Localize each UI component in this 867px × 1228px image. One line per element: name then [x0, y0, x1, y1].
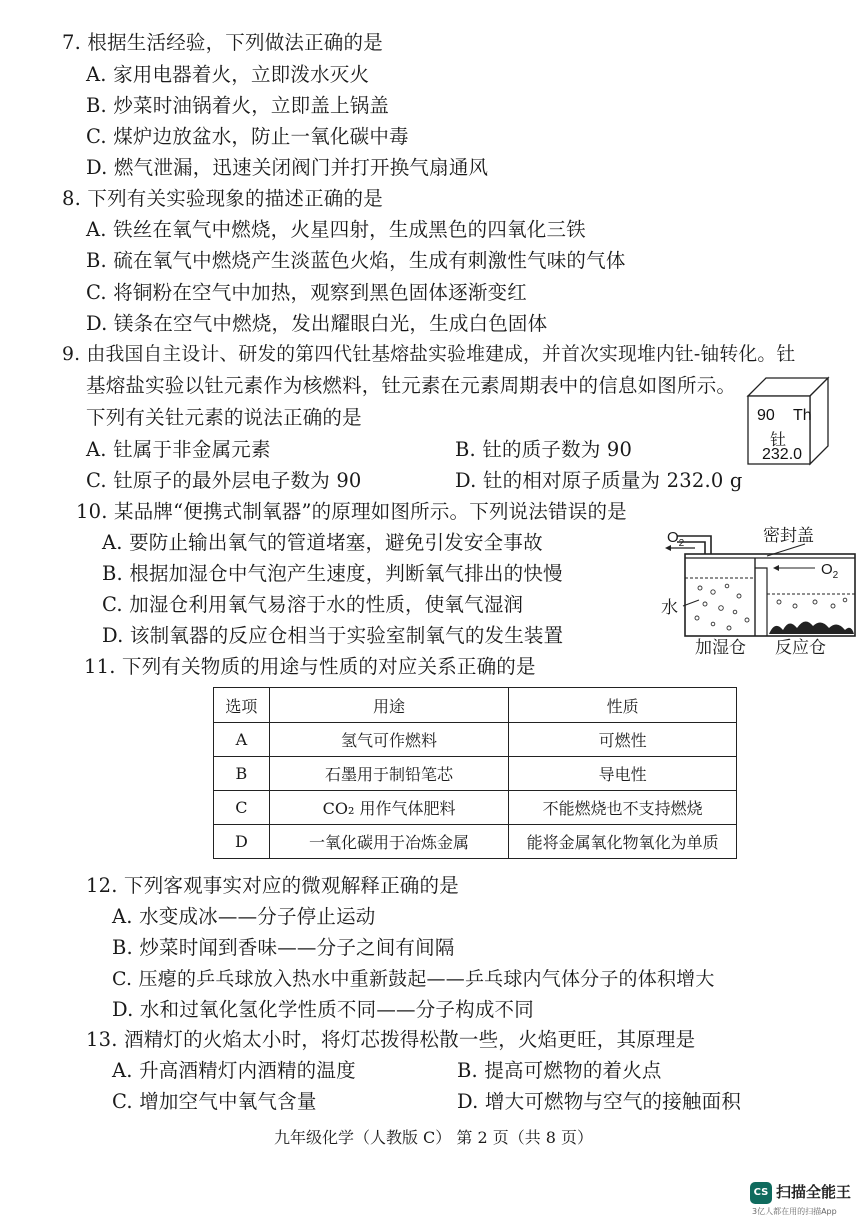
thorium-element-tile: [746, 376, 830, 466]
table-cell: 可燃性: [509, 723, 737, 757]
q13-option-b: B. 提高可燃物的着火点: [457, 1059, 662, 1082]
q9-option-b: B. 钍的质子数为 90: [455, 438, 633, 461]
q7-option-b: B. 炒菜时油锅着火，立即盖上锅盖: [86, 94, 390, 117]
q13-option-c: C. 增加空气中氧气含量: [112, 1090, 317, 1113]
table-cell: B: [214, 757, 270, 791]
o2-out-symbol: O: [667, 529, 679, 546]
q10-stem: 10. 某品牌“便携式制氧器”的原理如图所示。下列说法错误的是: [76, 500, 627, 523]
device-drawing: [655, 526, 860, 658]
table-row: [214, 723, 737, 757]
table-cell: A: [214, 723, 270, 757]
q10-option-a: A. 要防止输出氧气的管道堵塞，避免引发安全事故: [102, 531, 543, 554]
q7-option-d: D. 燃气泄漏，迅速关闭阀门并打开换气扇通风: [86, 156, 489, 179]
q7-option-a: A. 家用电器着火，立即泼水灭火: [86, 63, 370, 86]
q10-option-d: D. 该制氧器的反应仓相当于实验室制氧气的发生装置: [102, 624, 564, 647]
q12-option-b: B. 炒菜时闻到香味——分子之间有间隔: [112, 936, 455, 959]
scanner-watermark: [750, 1180, 862, 1220]
o2-out-label: [667, 528, 684, 554]
q8-option-d: D. 镁条在空气中燃烧，发出耀眼白光，生成白色固体: [86, 312, 548, 335]
q12-stem: 12. 下列客观事实对应的微观解释正确的是: [86, 874, 459, 897]
q9-stem-line3: 下列有关钍元素的说法正确的是: [86, 406, 362, 429]
water-label: 水: [661, 598, 678, 618]
o2-in-label: [821, 560, 838, 586]
q13-option-a: A. 升高酒精灯内酒精的温度: [112, 1059, 356, 1082]
q12-option-a: A. 水变成冰——分子停止运动: [112, 905, 376, 928]
q8-stem: 8. 下列有关实验现象的描述正确的是: [62, 187, 383, 210]
q13-option-d: D. 增大可燃物与空气的接触面积: [457, 1090, 742, 1113]
q12-option-d: D. 水和过氧化氢化学性质不同——分子构成不同: [112, 998, 534, 1021]
humidifier-label: 加湿仓: [695, 638, 746, 658]
reactor-label: 反应仓: [775, 638, 826, 658]
table-header: 用途: [269, 688, 508, 723]
table-row: [214, 791, 737, 825]
q9-option-c: C. 钍原子的最外层电子数为 90: [86, 469, 362, 492]
table-row: [214, 825, 737, 859]
scanner-name: 扫描全能王: [776, 1183, 852, 1201]
q10-option-c: C. 加湿仓利用氧气易溶于水的性质，使氧气湿润: [102, 593, 524, 616]
table-header: 性质: [509, 688, 737, 723]
scanner-logo-icon: CS: [750, 1182, 772, 1204]
o2-in-subscript: 2: [832, 570, 839, 581]
element-number: 90: [757, 407, 775, 424]
element-mass: 232.0: [762, 446, 803, 463]
table-cell: 石墨用于制铅笔芯: [269, 757, 508, 791]
table-cell: 能将金属氧化物氧化为单质: [509, 825, 737, 859]
table-cell: CO₂ 用作气体肥料: [269, 791, 508, 825]
q9-option-d: D. 钍的相对原子质量为 232.0 g: [455, 469, 743, 492]
table-row: [214, 757, 737, 791]
page-footer: 九年级化学（人教版 C） 第 2 页（共 8 页）: [273, 1128, 594, 1147]
use-property-table: [213, 687, 737, 859]
table-header: 选项: [214, 688, 270, 723]
o2-in-symbol: O: [821, 561, 833, 578]
q8-option-c: C. 将铜粉在空气中加热，观察到黑色固体逐渐变红: [86, 281, 527, 304]
lid-label: 密封盖: [763, 526, 814, 546]
table-cell: D: [214, 825, 270, 859]
q7-stem: 7. 根据生活经验，下列做法正确的是: [62, 31, 383, 54]
q11-stem: 11. 下列有关物质的用途与性质的对应关系正确的是: [84, 655, 536, 678]
q9-stem-line2: 基熔盐实验以钍元素作为核燃料，钍元素在元素周期表中的信息如图所示。: [86, 374, 737, 397]
element-name: 钍: [770, 432, 787, 449]
q9-option-a: A. 钍属于非金属元素: [86, 438, 271, 461]
oxygen-generator-diagram: [655, 526, 860, 658]
q9-stem-line1: 9. 由我国自主设计、研发的第四代钍基熔盐实验堆建成，并首次实现堆内钍-铀转化。钍: [62, 344, 796, 365]
q12-option-c: C. 压瘪的乒乓球放入热水中重新鼓起——乒乓球内气体分子的体积增大: [112, 968, 715, 990]
q8-option-a: A. 铁丝在氧气中燃烧，火星四射，生成黑色的四氧化三铁: [86, 218, 586, 241]
table-cell: 氢气可作燃料: [269, 723, 508, 757]
element-symbol: Th: [793, 407, 812, 424]
table-cell: 导电性: [509, 757, 737, 791]
o2-out-subscript: 2: [678, 538, 685, 549]
scanner-tagline: 3亿人都在用的扫描App: [752, 1207, 837, 1216]
table-cell: 一氧化碳用于冶炼金属: [269, 825, 508, 859]
q10-option-b: B. 根据加湿仓中气泡产生速度，判断氧气排出的快慢: [102, 562, 563, 585]
q7-option-c: C. 煤炉边放盆水，防止一氧化碳中毒: [86, 125, 409, 148]
q13-stem: 13. 酒精灯的火焰太小时，将灯芯拨得松散一些，火焰更旺，其原理是: [86, 1028, 696, 1051]
q8-option-b: B. 硫在氧气中燃烧产生淡蓝色火焰，生成有刺激性气味的气体: [86, 249, 626, 272]
table-header-row: [214, 688, 737, 723]
table-cell: C: [214, 791, 270, 825]
table-cell: 不能燃烧也不支持燃烧: [509, 791, 737, 825]
